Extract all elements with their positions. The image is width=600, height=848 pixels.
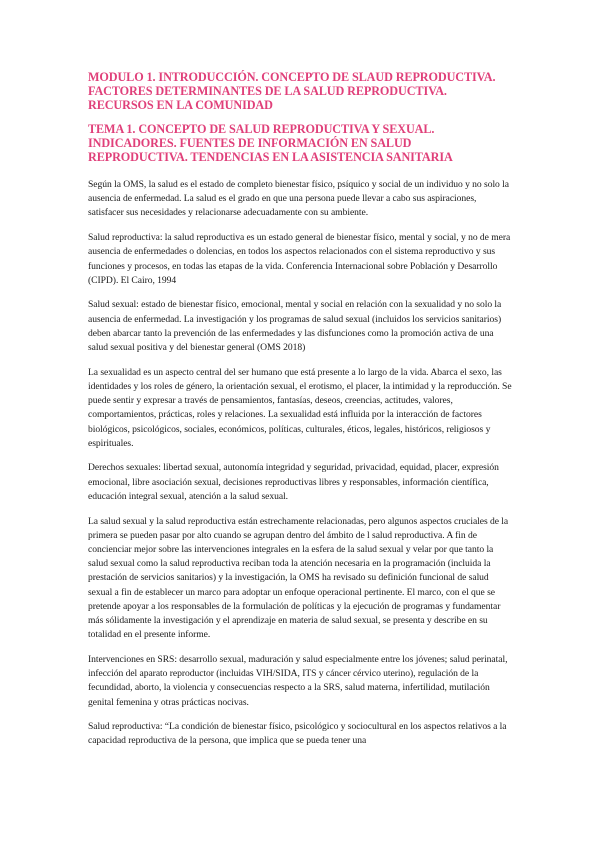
paragraph-relacion-srs: La salud sexual y la salud reproductiva están estrechamente relacionadas, pero algunos aspectos cruciales de la primera se pueden pasar por alto cuando se agrupan dentro del ámbito de l salud reproductiva. A fin de concienciar mejor sobre las intervenciones integrales en la esfera de la salud sexual y velar por que tanto la salud sexual como la salud reproductiva reciban toda la atención necesaria en la programación (incluida la prestación de servicios sanitarios) y la investigación, la OMS ha revisado su definición funcional de salud sexual a fin de establecer un marco para adoptar un enfoque operacional pertinente. El marco, con el que se pretende apoyar a los responsables de la formulación de políticas y la ejecución de programas y fundamentar más sólidamente la investigación y el aprendizaje en materia de salud sexual, se presenta y describe en su totalidad en el presente informe.: [88, 515, 509, 641]
paragraph-intervenciones-srs: Intervenciones en SRS: desarrollo sexual, maduración y salud especialmente entre los jóvenes; salud perinatal, infección del aparato reproductor (incluidas VIH/SIDA, ITS y cáncer cérvico uterino), regulación de la fecundidad, aborto, la violencia y consecuencias respecto a la SRS, salud materna, infertilidad, mutilación genital femenina y otras prácticas nocivas.: [88, 653, 508, 708]
module-title: MODULO 1. INTRODUCCIÓN. CONCEPTO DE SLAUD REPRODUCTIVA. FACTORES DETERMINANTES DE LA SALUD REPRODUCTIVA. RECURSOS EN LA COMUNIDAD: [88, 70, 496, 112]
paragraph-derechos-sexuales: Derechos sexuales: libertad sexual, autonomía integridad y seguridad, privacidad, equidad, placer, expresión emocional, libre asociación sexual, decisiones reproductivas libres y responsables, información científica, educación integral sexual, atención a la salud sexual.: [88, 462, 499, 502]
paragraph-salud-reproductiva-definicion: Salud reproductiva: “La condición de bienestar físico, psicológico y sociocultural en los aspectos relativos a la capacidad reproductiva de la persona, que implica que se pueda tener una: [88, 721, 507, 747]
paragraph-sexualidad: La sexualidad es un aspecto central del ser humano que está presente a lo largo de la vida. Abarca el sexo, las identidades y los roles de género, la orientación sexual, el erotismo, el placer, la intimidad y la reproducción. Se puede sentir y expresar a través de pensamientos, fantasías, deseos, creencias, actitudes, valores, comportamientos, prácticas, roles y relaciones. La sexualidad está influida por la interacción de factores biológicos, psicológicos, sociales, económicos, políticas, culturales, éticos, legales, históricos, religiosos y espirituales.: [88, 366, 512, 449]
topic-title: TEMA 1. CONCEPTO DE SALUD REPRODUCTIVA Y SEXUAL. INDICADORES. FUENTES DE INFORMACIÓN EN SALUD REPRODUCTIVA. TENDENCIAS EN LA ASISTENCIA SANITARIA: [88, 122, 453, 164]
paragraph-salud-reproductiva: Salud reproductiva: la salud reproductiva es un estado general de bienestar físico, mental y social, y no de mera ausencia de enfermedades o dolencias, en todos los aspectos relacionados con el sistema reproductivo y sus funciones y procesos, en todas las etapas de la vida. Conferencia Internacional sobre Población y Desarrollo (CIPD). El Cairo, 1994: [88, 232, 511, 286]
paragraph-salud-sexual: Salud sexual: estado de bienestar físico, emocional, mental y social en relación con la sexualidad y no solo la ausencia de enfermedad. La investigación y los programas de salud sexual (incluidos los servicios sanitarios) deben abarcar tanto la prevención de las enfermedades y las disfunciones como la promoción activa de una salud sexual positiva y del bienestar general (OMS 2018): [88, 299, 502, 354]
paragraph-salud-oms: Según la OMS, la salud es el estado de completo bienestar físico, psíquico y social de un individuo y no solo la ausencia de enfermedad. La salud es el grado en que una persona puede llevar a cabo sus aspiraciones, satisfacer sus necesidades y relacionarse adecuadamente con su ambiente.: [88, 179, 509, 219]
